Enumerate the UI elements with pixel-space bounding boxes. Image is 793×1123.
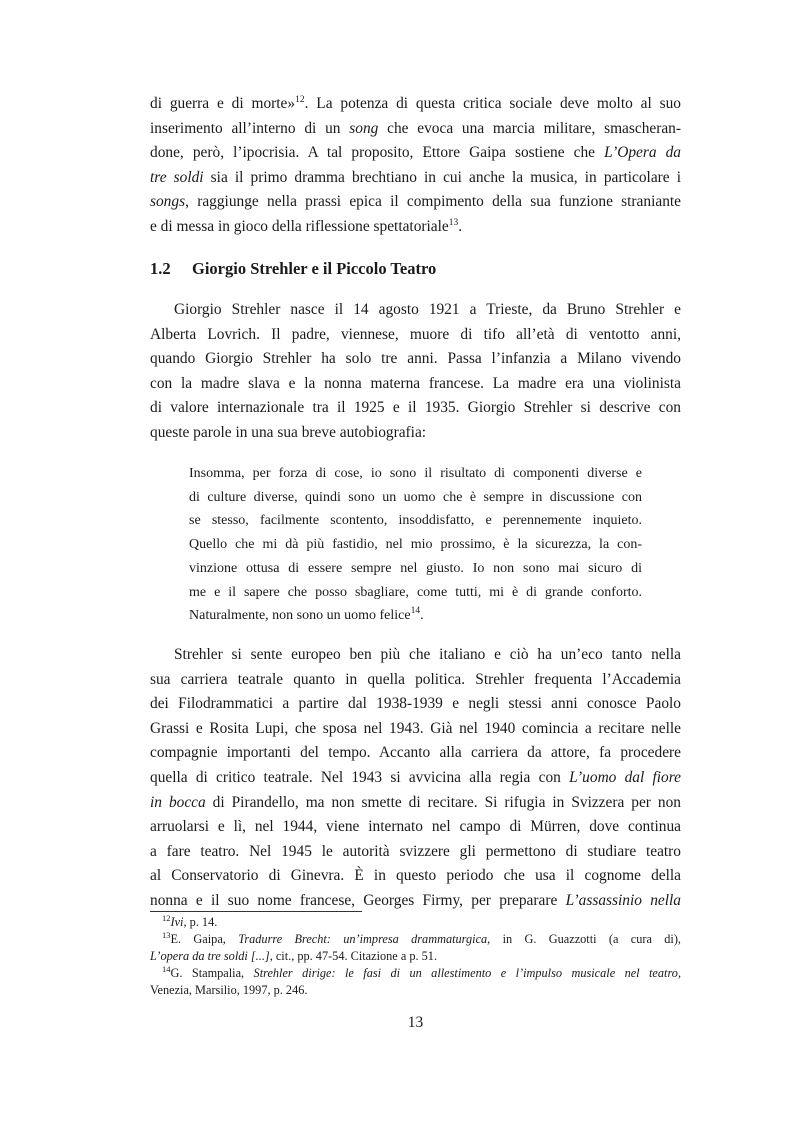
paragraph-career bbox=[150, 643, 681, 914]
section-number: 1.2 bbox=[150, 259, 171, 278]
text-line: nonna e il suo nome francese, Georges Firmy, per preparare L’assassinio nella bbox=[150, 891, 682, 909]
text-line: al Conservatorio di Ginevra. È in questo periodo che usa il cognome della bbox=[150, 867, 681, 885]
quote-line: Naturalmente, non sono un uomo felice$^{14}$. bbox=[189, 606, 424, 624]
text-line: di guerra e di morte»$^{12}$. La potenza di questa critica sociale deve molto al suo bbox=[150, 95, 681, 112]
quote-line: se stesso, facilmente scontento, insoddisfatto, e perennemente inquieto. bbox=[189, 513, 642, 529]
text-line: di valore internazionale tra il 1925 e il 1935. Giorgio Strehler si descrive con bbox=[150, 399, 681, 417]
quote-line: Quello che mi dà più fastidio, nel mio prossimo, è la sicurezza, la con- bbox=[189, 537, 642, 553]
quote-line: vinzione ottusa di essere sempre nel giusto. Io non sono mai sicuro di bbox=[189, 560, 642, 576]
footnote-14: $^{14}$G. Stampalia, Strehler dirige: le fasi di un allestimento e l’impulso musicale nel teatro, Venezia, Marsilio, 1997, p. 246. bbox=[150, 964, 682, 997]
text-line: Grassi e Rosita Lupi, che sposa nel 1943. Già nel 1940 comincia a recitare nelle bbox=[150, 719, 681, 737]
text-line: con la madre slava e la nonna materna francese. La madre era una violinista bbox=[150, 374, 681, 392]
footnote-ref-12: 12 bbox=[295, 95, 305, 105]
footnote-ref-14: 14 bbox=[410, 606, 421, 617]
section-title: Giorgio Strehler e il Piccolo Teatro bbox=[192, 259, 437, 278]
quote-line: di culture diverse, quindi sono un uomo che è sempre in discussione con bbox=[189, 489, 642, 505]
footnote-ref-13: 13 bbox=[448, 217, 459, 228]
section-heading bbox=[150, 259, 436, 279]
text-line: Alberta Lovrich. Il padre, viennese, muore di tifo all’età di ventotto anni, bbox=[150, 325, 681, 343]
text-line: songs, raggiunge nella prassi epica il compimento della sua funzione straniante bbox=[150, 193, 681, 211]
text-line: queste parole in una sua breve autobiografia: bbox=[150, 423, 427, 441]
footnote-12: $^{12}$Ivi, p. 14. bbox=[162, 913, 218, 929]
text-line: inserimento all’interno di un song che evoca una marcia militare, smascheran- bbox=[150, 119, 681, 137]
paragraph-continuation bbox=[150, 92, 681, 240]
text-line: dei Filodrammatici a partire dal 1938-1939 e negli stessi anni conosce Paolo bbox=[150, 695, 681, 713]
text-line: Strehler si sente europeo ben più che italiano e ciò ha un’eco tanto nella bbox=[174, 646, 681, 663]
text-line: e di messa in gioco della riflessione spettatoriale$^{13}$. bbox=[150, 217, 463, 235]
text-line: arruolarsi e lì, nel 1944, viene internato nel campo di Mürren, dove continua bbox=[150, 818, 681, 836]
text-line: done, però, l’ipocrisia. A tal proposito, Ettore Gaipa sostiene che L’Opera da bbox=[150, 144, 682, 162]
text-line: Giorgio Strehler nasce il 14 agosto 1921 a Trieste, da Bruno Strehler e bbox=[174, 301, 681, 318]
text-line: compagnie importanti del tempo. Accanto alla carriera da attore, fa procedere bbox=[150, 744, 681, 762]
text-line: sua carriera teatrale quanto in quella politica. Strehler frequenta l’Accademia bbox=[150, 670, 681, 688]
footnote-rule bbox=[150, 911, 362, 912]
text-line: in bocca di Pirandello, ma non smette di recitare. Si rifugia in Svizzera per non bbox=[150, 793, 681, 811]
text-line: tre soldi sia il primo dramma brechtiano in cui anche la musica, in particolare i bbox=[150, 168, 682, 186]
text-line: quando Giorgio Strehler ha solo tre anni. Passa l’infanzia a Milano vivendo bbox=[150, 350, 681, 368]
quote-line: me e il sapere che posso sbagliare, come tutti, mi è di grande conforto. bbox=[189, 584, 642, 600]
text-line: quella di critico teatrale. Nel 1943 si avvicina alla regia con L’uomo dal fiore bbox=[150, 768, 681, 786]
quote-line: Insomma, per forza di cose, io sono il risultato di componenti diverse e bbox=[189, 466, 642, 481]
page-number: 13 bbox=[407, 1014, 424, 1031]
text-line: a fare teatro. Nel 1945 le autorità svizzere gli permettono di studiare teatro bbox=[150, 842, 681, 860]
footnote-13: $^{13}$E. Gaipa, Tradurre Brecht: un’impresa drammaturgica, in G. Guazzotti (a cura di), L’opera da tre soldi [...], cit., pp. 47-54. Citazione a p. 51. bbox=[150, 930, 681, 963]
paragraph-biography bbox=[150, 298, 681, 446]
block-quote bbox=[189, 462, 642, 628]
